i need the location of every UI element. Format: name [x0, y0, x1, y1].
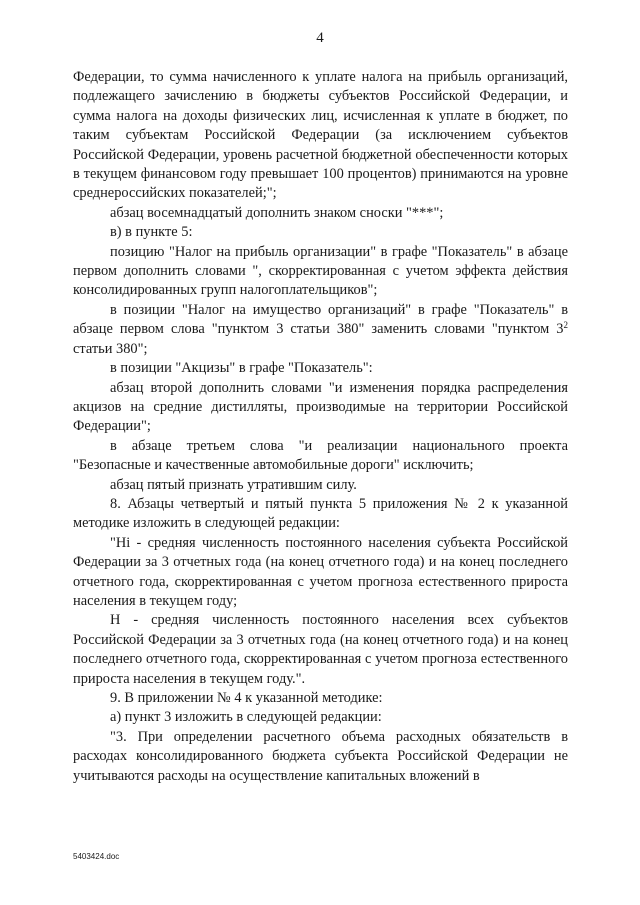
paragraph: в позиции "Акцизы" в графе "Показатель": — [110, 360, 373, 377]
superscript: 2 — [563, 320, 568, 331]
paragraph: в) в пункте 5: — [110, 224, 193, 241]
paragraph: в абзаце третьем слова "и реализации национального проекта "Безопасные и качественные автомобильные дороги" исключить; — [73, 437, 568, 474]
page-number: 4 — [316, 30, 324, 46]
paragraph: "Hi - средняя численность постоянного населения субъекта Российской Федерации за 3 отчетных года (на конец отчетного года) и на конец последнего отчетного года, скорректированная с учетом прогноза естественного прироста населения в текущем году; — [73, 534, 568, 609]
document-body — [73, 68, 568, 786]
paragraph: "3. При определении расчетного объема расходных обязательств в расходах консолидированного бюджета субъекта Российской Федерации не учитываются расходы на осуществление капитальных вложений в — [73, 728, 568, 784]
paragraph: 8. Абзацы четвертый и пятый пункта 5 приложения № 2 к указанной методике изложить в следующей редакции: — [73, 495, 568, 532]
paragraph — [73, 301, 568, 359]
paragraph-text: статьи 380"; — [73, 340, 148, 357]
paragraph: позицию "Налог на прибыль организации" в графе "Показатель" в абзаце первом дополнить словами ", скорректированная с учетом эффекта действия консолидированных групп налогоплательщиков"; — [73, 243, 568, 299]
paragraph: абзац пятый признать утратившим силу. — [110, 476, 357, 493]
paragraph: Федерации, то сумма начисленного к уплате налога на прибыль организаций, подлежащего зачислению в бюджеты субъектов Российской Федерации, и сумма налога на доходы физических лиц, исчисленная к уплате в бюджет, по таким субъектам Российской Федерации (за исключением субъектов Российской Федерации, уровень расчетной бюджетной обеспеченности которых в текущем финансовом году превышает 100 процентов) принимаются на уровне среднероссийских показателей;"; — [73, 69, 568, 202]
paragraph: 9. В приложении № 4 к указанной методике: — [110, 690, 383, 706]
paragraph-text: в позиции "Налог на имущество организаций" в графе "Показатель" в абзаце первом слова "пунктом 3 статьи 380" заменить словами "пунктом 3 — [73, 301, 568, 338]
paragraph: а) пункт 3 изложить в следующей редакции: — [110, 709, 382, 726]
paragraph: абзац восемнадцатый дополнить знаком сноски "***"; — [110, 204, 444, 221]
paragraph: Н - средняя численность постоянного населения всех субъектов Российской Федерации за 3 отчетных года (на конец отчетного года) и на конец последнего отчетного года, скорректированная с учетом прогноза естественного прироста населения в текущем году.". — [73, 612, 568, 687]
footer-document-code: 5403424.doc — [73, 852, 120, 861]
paragraph: абзац второй дополнить словами "и изменения порядка распределения акцизов на средние дистилляты, производимые на территории Российской Федерации"; — [73, 379, 568, 435]
